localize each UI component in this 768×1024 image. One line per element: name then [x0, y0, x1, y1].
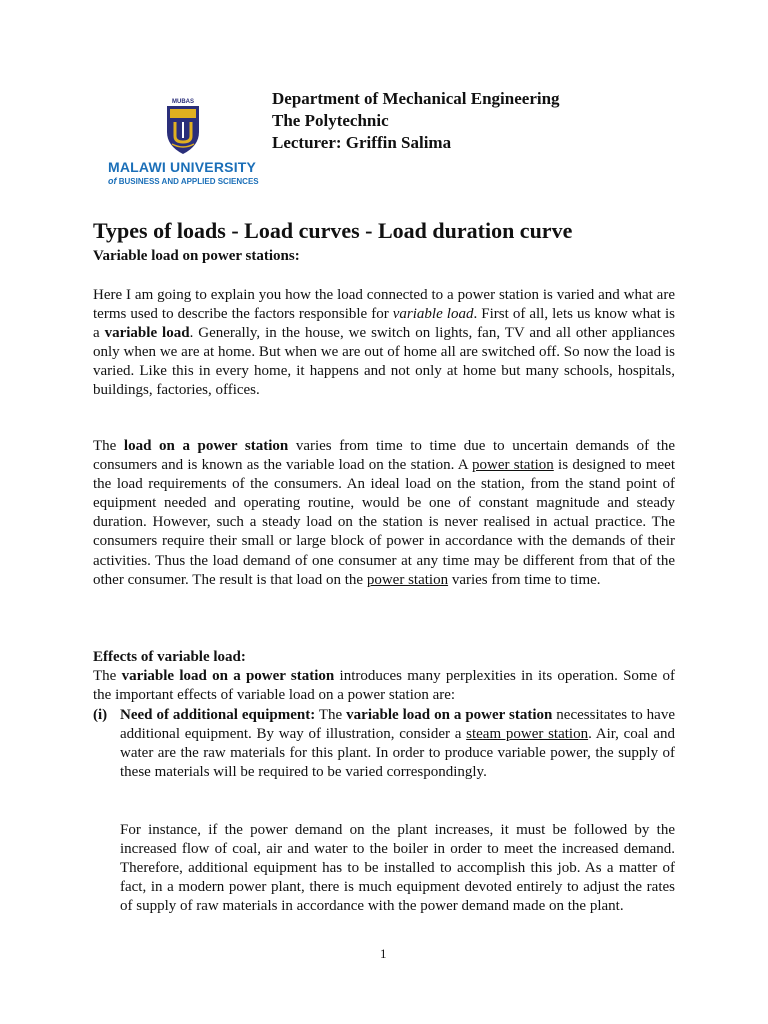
- university-name: MALAWI UNIVERSITY: [108, 159, 257, 175]
- lecturer-name: Lecturer: Griffin Salima: [272, 133, 452, 152]
- university-subtitle: of BUSINESS AND APPLIED SCIENCES: [108, 176, 259, 186]
- university-logo: [108, 96, 260, 192]
- document-title: Types of loads - Load curves - Load duration curve: [93, 218, 573, 243]
- department-name: Department of Mechanical Engineering: [272, 89, 560, 108]
- section-heading-effects: Effects of variable load:: [93, 649, 246, 665]
- paragraph-intro: Here I am going to explain you how the load connected to a power station is varied and what are terms used to describe the factors responsible for variable load. First of all, lets us know what is a variable load. Generally, in the house, we switch on lights, fan, TV and all other appliances only when we are at home. But when we are out of home all are switched off. So now the load is varied. Like this in every home, it happens and not only at home but many schools, hospitals, buildings, factories, offices.: [93, 287, 675, 399]
- university-crest-icon: [163, 96, 203, 156]
- power-station-link[interactable]: power station: [472, 457, 554, 474]
- power-station-link[interactable]: power station: [366, 571, 449, 588]
- list-item-body: Need of additional equipment: The variable load on a power station necessitates to have additional equipment. By way of illustration, consider a steam power station. Air, coal and water are the raw materials for this plant. In order to produce variable power, the supply of these materials will be required to be varied correspondingly.: [120, 707, 675, 781]
- list-number: (i): [93, 707, 108, 723]
- page-number: 1: [380, 946, 387, 961]
- steam-power-station-link[interactable]: steam power station: [466, 726, 589, 743]
- paragraph-load-on-station: The load on a power station varies from time to time due to uncertain demands of the consumers and is known as the variable load on the station. A power station is designed to meet the load requirements of the consumers. An ideal load on the station, from the stand point of equipment needed and operating routine, would be one of constant magnitude and steady duration. However, such a steady load on the station is never realised in actual practice. The consumers require their small or large block of power in accordance with the demands of their activities. Thus the load demand of one consumer at any time may be different from that of the other consumer. The result is that load on the power station varies from time to time.: [93, 438, 675, 588]
- institution-name: The Polytechnic: [272, 111, 389, 130]
- crest-text: MUBAS: [172, 99, 194, 105]
- header-info: [272, 88, 560, 154]
- paragraph-effects-intro: The variable load on a power station introduces many perplexities in its operation. Some of the important effects of variable load on a power station are:: [93, 668, 675, 704]
- paragraph-instance: For instance, if the power demand on the plant increases, it must be followed by the increased flow of coal, air and water to the boiler in order to meet the increased demand. Therefore, additional equipment has to be installed to accomplish this job. As a matter of fact, in a modern power plant, there is much equipment devoted entirely to adjust the rates of supply of raw materials in accordance with the power demand made on the plant.: [120, 822, 675, 915]
- section-heading-variable-load: Variable load on power stations:: [93, 248, 300, 264]
- list-item: [93, 706, 675, 782]
